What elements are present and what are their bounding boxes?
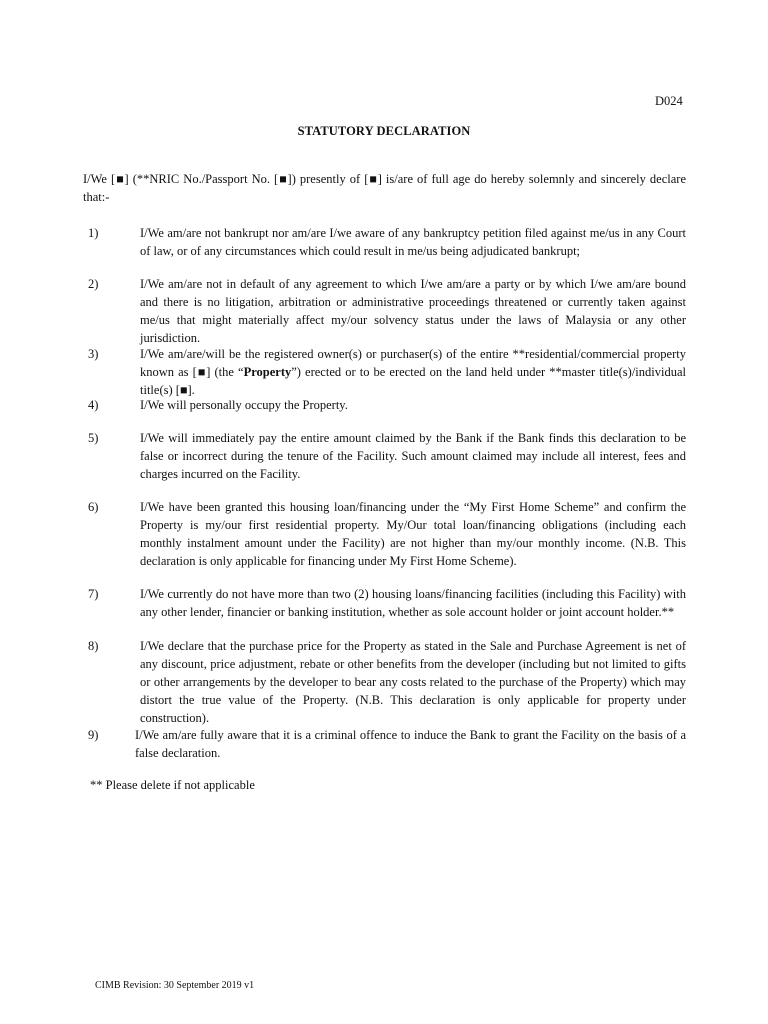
item-text: I/We am/are fully aware that it is a criminal offence to induce the Bank to grant the Facility on the basis of a false declaration. [135, 728, 686, 760]
item-text [140, 345, 686, 399]
item-text: I/We have been granted this housing loan/financing under the “My First Home Scheme” and confirm the Property is my/our first residential property. My/Our total loan/financing obligations (including each monthly instalment amount under the Facility) are not higher than my/our monthly income. (N.B. This declaration is only applicable for financing under My First Home Scheme). [140, 500, 686, 568]
item-number: 4) [88, 398, 99, 412]
item-text: I/We am/are not in default of any agreement to which I/we am/are a party or by which I/we am/are bound and there is no litigation, arbitration or administrative proceedings threatened or currently taken against me/us that might materially affect my/our solvency status under the laws of Malaysia or any other jurisdiction. [140, 277, 686, 345]
item-number: 6) [88, 500, 99, 514]
item-number: 7) [88, 587, 99, 601]
item-text: I/We declare that the purchase price for the Property as stated in the Sale and Purchase Agreement is net of any discount, price adjustment, rebate or other benefits from the developer (including but not limited to gifts or other arrangements by the developer to bear any costs related to the purchase of the Property) which may distort the true value of the Property. (N.B. This declaration is only applicable for property under construction). [140, 639, 686, 725]
document-code: D024 [655, 94, 683, 108]
item-text-before: I/We am/are/will be the registered owner(s) or purchaser(s) of the entire **residential/commercial property known as [■] (the “ [140, 347, 686, 379]
revision-footer: CIMB Revision: 30 September 2019 v1 [95, 980, 255, 991]
item-text: I/We currently do not have more than two (2) housing loans/financing facilities (including this Facility) with any other lender, financier or banking institution, whether as sole account holder or joint account holder.** [140, 587, 686, 619]
item-text: I/We will personally occupy the Property. [140, 398, 348, 412]
item-number: 5) [88, 431, 99, 445]
item-text: I/We will immediately pay the entire amount claimed by the Bank if the Bank finds this declaration to be false or incorrect during the tenure of the Facility. Such amount claimed may include all interest, fees and charges incurred on the Facility. [140, 431, 686, 481]
item-number: 2) [88, 277, 99, 291]
item-number: 1) [88, 226, 99, 240]
footnote: ** Please delete if not applicable [90, 778, 255, 792]
item-number: 9) [88, 728, 99, 742]
item-number: 3) [88, 347, 99, 361]
item-text: I/We am/are not bankrupt nor am/are I/we aware of any bankruptcy petition filed against me/us in any Court of law, or of any circumstances which could result in me/us being adjudicated bankrupt; [140, 226, 686, 258]
document-title: STATUTORY DECLARATION [297, 124, 471, 138]
intro-paragraph: I/We [■] (**NRIC No./Passport No. [■]) presently of [■] is/are of full age do hereby solemnly and sincerely declare that:- [83, 172, 686, 204]
property-term: Property [243, 365, 292, 379]
item-number: 8) [88, 639, 99, 653]
item-text-after: ”) erected or to be erected on the land held under **master title(s)/individual title(s) [■]. [140, 365, 686, 397]
